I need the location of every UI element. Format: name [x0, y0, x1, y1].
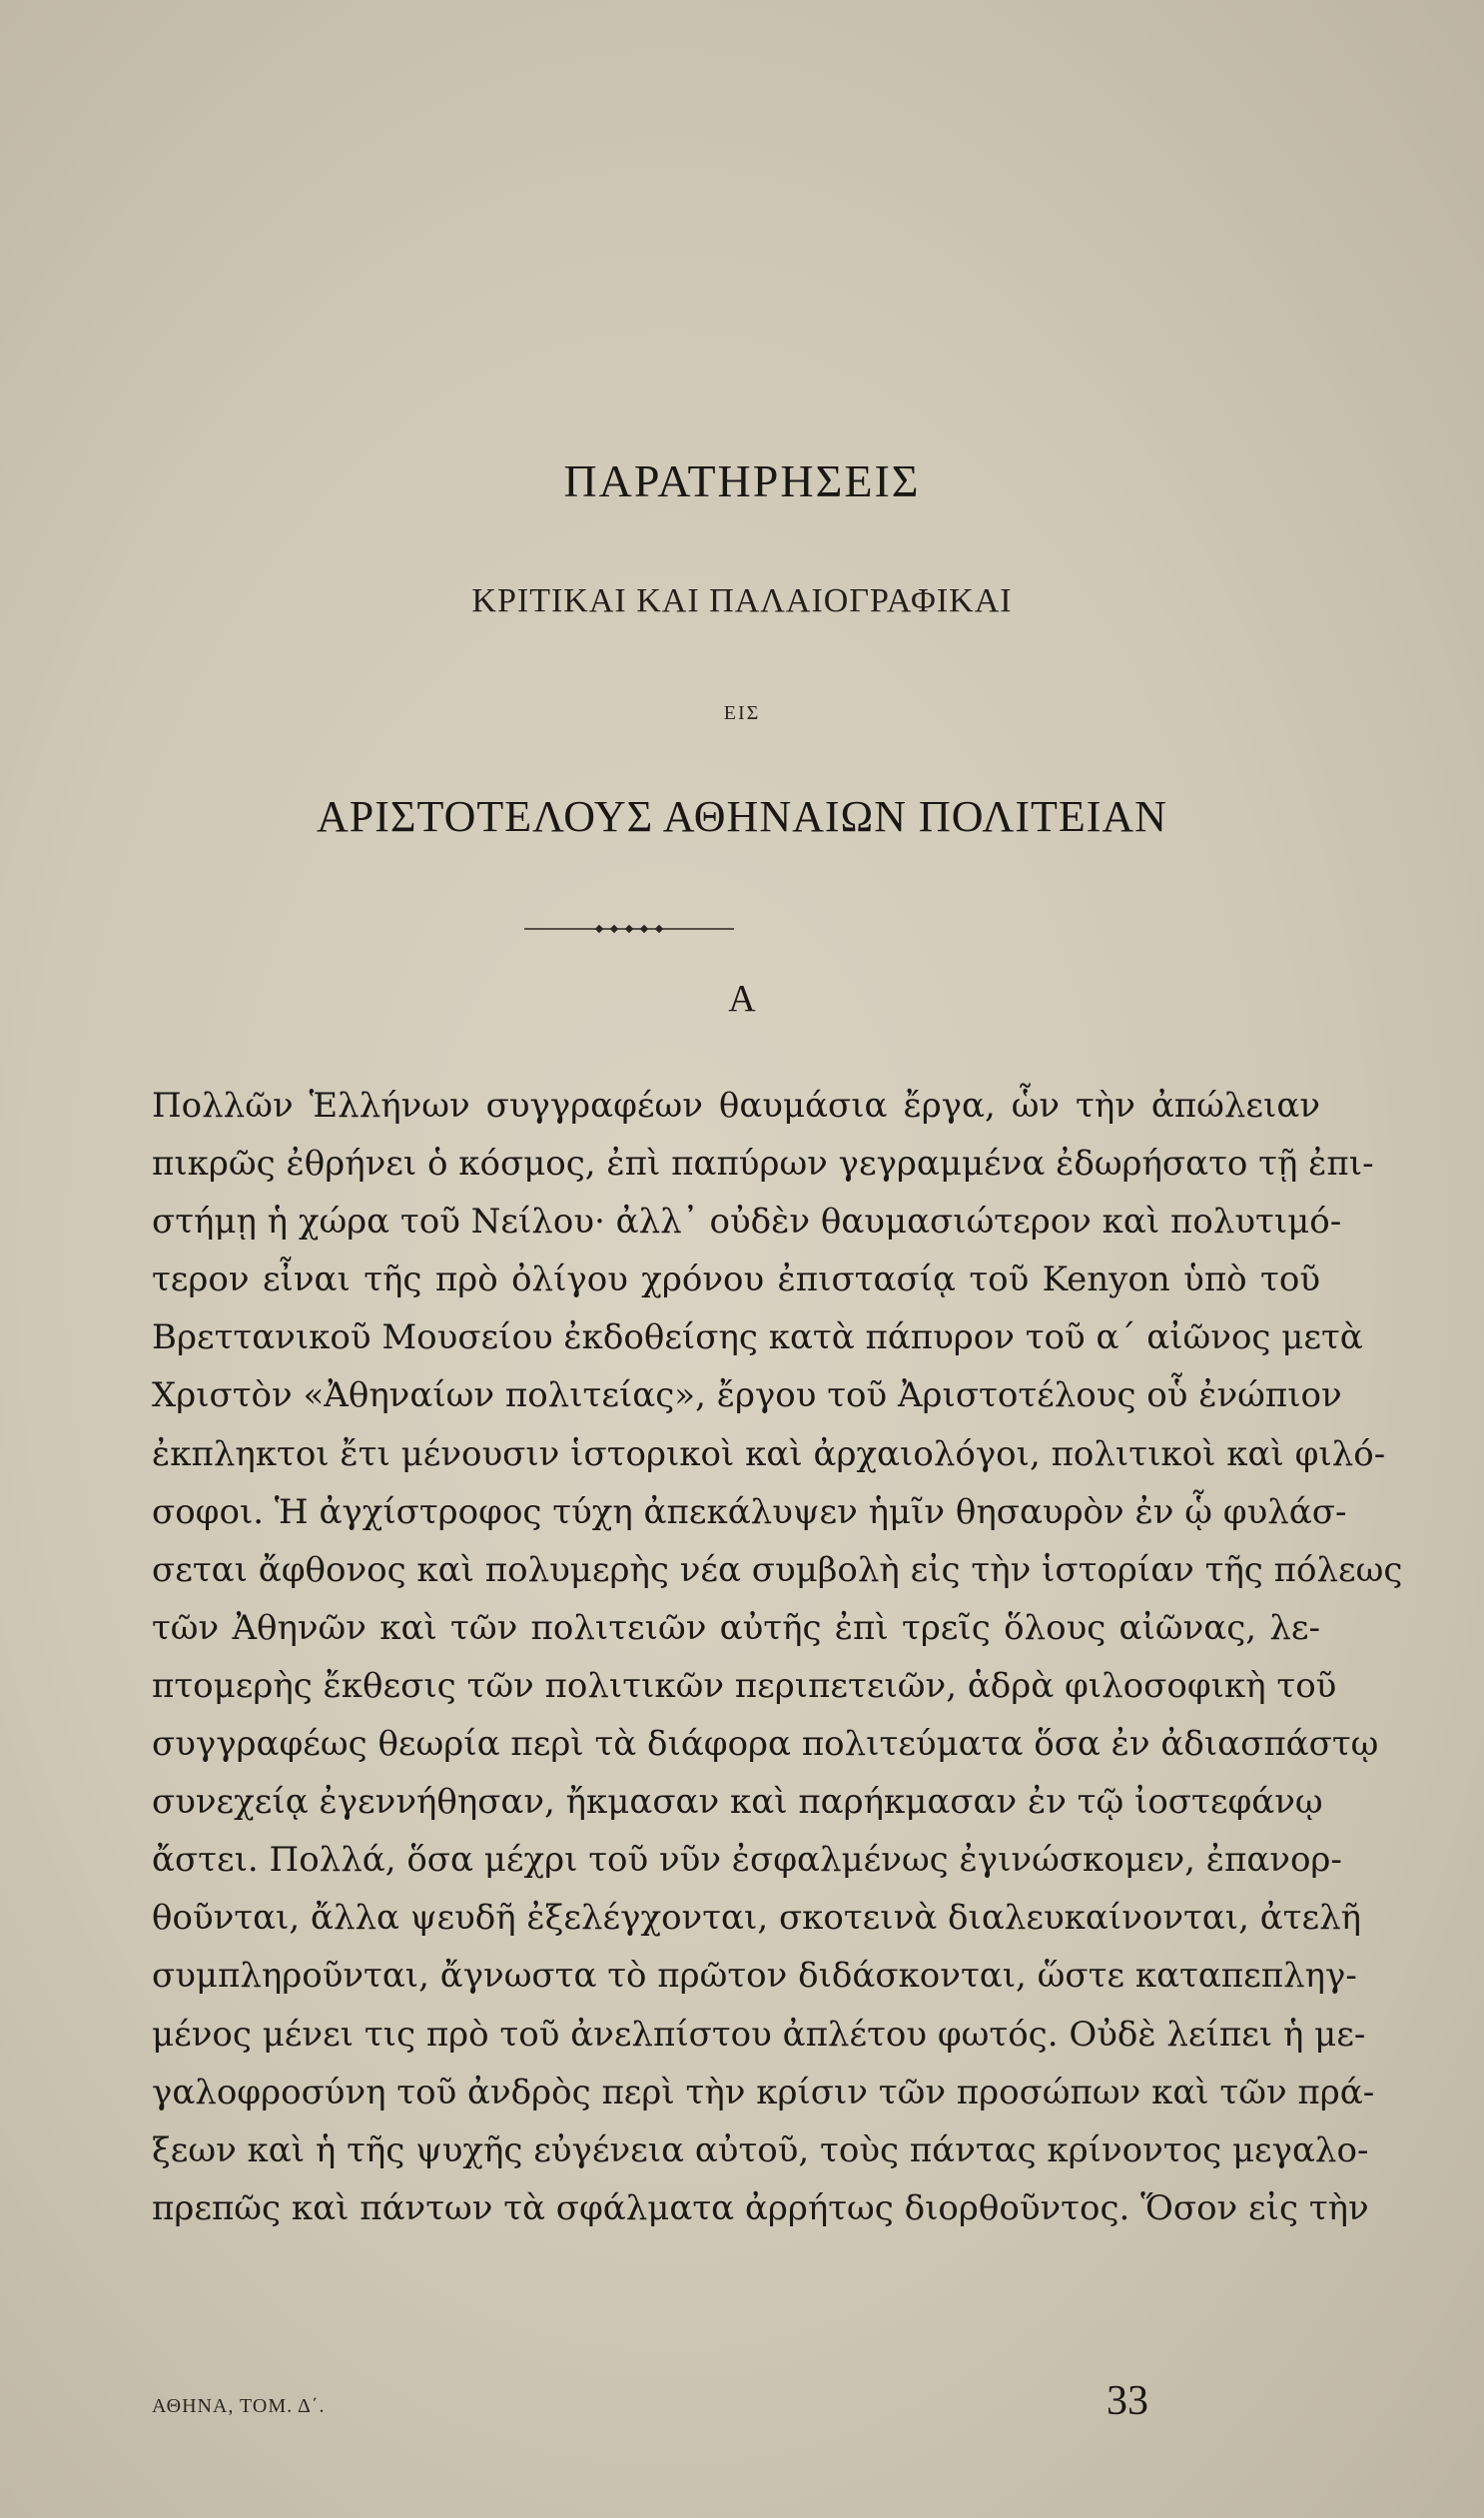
- text-line: Χριστὸν «Ἀθηναίων πολιτείας», ἔργου τοῦ Ἀριστοτέλους οὗ ἐνώπιον: [152, 1375, 1342, 1416]
- body-paragraph: [152, 1077, 1403, 2237]
- text-line: συνεχείᾳ ἐγεννήθησαν, ἤκμασαν καὶ παρήκμασαν ἐν τῷ ἰοστεφάνῳ: [152, 1782, 1323, 1823]
- text-line: συμπληροῦνται, ἄγνωστα τὸ πρῶτον διδάσκονται, ὥστε καταπεπληγ-: [152, 1956, 1357, 1997]
- page-number: 33: [1107, 2378, 1148, 2424]
- text-line: γαλοφροσύνη τοῦ ἀνδρὸς περὶ τὴν κρίσιν τῶν προσώπων καὶ τῶν πρά-: [152, 2072, 1375, 2112]
- text-line: ἐκπληκτοι ἔτι μένουσιν ἱστορικοὶ καὶ ἀρχαιολόγοι, πολιτικοὶ καὶ φιλό-: [152, 1433, 1386, 1474]
- text-line: θοῦνται, ἄλλα ψευδῆ ἐξελέγχονται, σκοτεινὰ διαλευκαίνονται, ἀτελῆ: [152, 1898, 1362, 1939]
- page-title: ΠΑΡΑΤΗΡΗΣΕΙΣ: [563, 455, 921, 506]
- signature-mark: ΑΘΗΝΑ, ΤΟΜ. Δ΄.: [152, 2395, 326, 2417]
- text-line: Βρεττανικοῦ Μουσείου ἐκδοθείσης κατὰ πάπυρον τοῦ α´ αἰῶνος μετὰ: [152, 1317, 1363, 1358]
- text-line: τῶν Ἀθηνῶν καὶ τῶν πολιτειῶν αὐτῆς ἐπὶ τρεῖς ὅλους αἰῶνας, λε-: [152, 1607, 1320, 1648]
- text-line: συγγραφέως θεωρία περὶ τὰ διάφορα πολιτεύματα ὅσα ἐν ἀδιασπάστῳ: [152, 1724, 1379, 1765]
- text-line: Πολλῶν Ἑλλήνων συγγραφέων θαυμάσια ἔργα, ὧν τὴν ἀπώλειαν: [152, 1086, 1320, 1126]
- text-line: στήμῃ ἡ χώρα τοῦ Νείλου· ἀλλ᾽ οὐδὲν θαυμασιώτερον καὶ πολυτιμό-: [152, 1202, 1342, 1243]
- text-line: μένος μένει τις πρὸ τοῦ ἀνελπίστου ἀπλέτου φωτός. Οὐδὲ λείπει ἡ με-: [152, 2014, 1366, 2055]
- text-line: πρεπῶς καὶ πάντων τὰ σφάλματα ἀρρήτως διορθοῦντος. Ὅσον εἰς τὴν: [152, 2187, 1369, 2228]
- text-line: ἄστει. Πολλά, ὅσα μέχρι τοῦ νῦν ἐσφαλμένως ἐγινώσκομεν, ἐπανορ-: [152, 1840, 1342, 1881]
- text-line: πτομερὴς ἔκθεσις τῶν πολιτικῶν περιπετειῶν, ἁδρὰ φιλοσοφικὴ τοῦ: [152, 1665, 1337, 1706]
- ornamental-rule: [524, 924, 734, 934]
- title-preposition: ΕΙΣ: [723, 702, 761, 724]
- text-line: ξεων καὶ ἡ τῆς ψυχῆς εὐγένεια αὐτοῦ, τοὺς πάντας κρίνοντος μεγαλο-: [152, 2129, 1369, 2170]
- text-line: πικρῶς ἐθρήνει ὁ κόσμος, ἐπὶ παπύρων γεγραμμένα ἐδωρήσατο τῇ ἐπι-: [152, 1144, 1374, 1185]
- text-line: τερον εἶναι τῆς πρὸ ὀλίγου χρόνου ἐπιστασίᾳ τοῦ Kenyon ὑπὸ τοῦ: [152, 1259, 1320, 1300]
- section-heading: Α: [728, 978, 756, 1020]
- work-title: ΑΡΙΣΤΟΤΕΛΟΥΣ ΑΘΗΝΑΙΩΝ ΠΟΛΙΤΕΙΑΝ: [317, 792, 1167, 841]
- text-line: σοφοι. Ἡ ἀγχίστροφος τύχη ἀπεκάλυψεν ἡμῖν θησαυρὸν ἐν ᾧ φυλάσ-: [152, 1491, 1347, 1532]
- page-subtitle: ΚΡΙΤΙΚΑΙ ΚΑΙ ΠΑΛΑΙΟΓΡΑΦΙΚΑΙ: [471, 582, 1013, 619]
- text-line: σεται ἄφθονος καὶ πολυμερὴς νέα συμβολὴ εἰς τὴν ἱστορίαν τῆς πόλεως: [152, 1549, 1403, 1590]
